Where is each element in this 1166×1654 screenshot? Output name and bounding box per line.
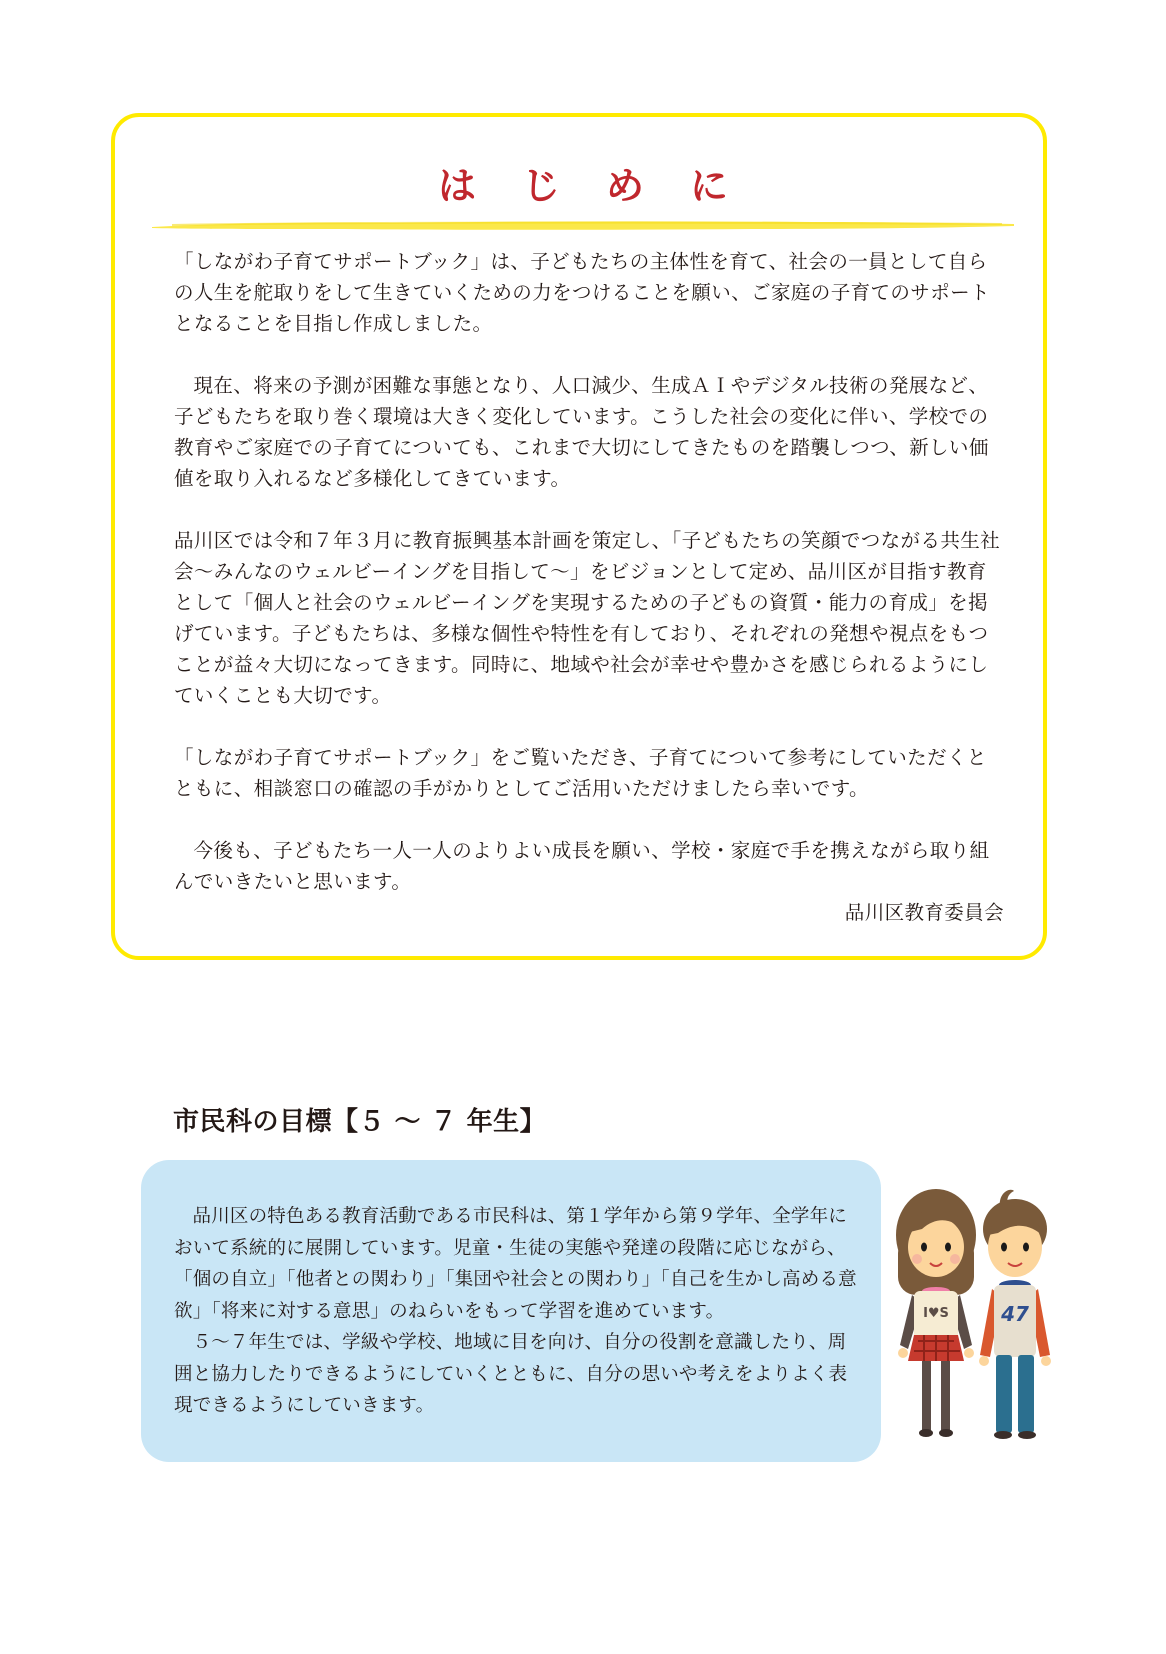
boy-figure-icon [979, 1190, 1051, 1439]
intro-paragraph-2: 現在、将来の予測が困難な事態となり、人口減少、生成ＡＩやデジタル技術の発展など、子どもたちを取り巻く環境は大きく変化しています。こうした社会の変化に伴い、学校での教育やご家庭での子育てについても、これまで大切にしてきたものを踏襲しつつ、新しい価値を取り入れるなど多様化してきています。 [174, 374, 989, 490]
intro-paragraph-5: 今後も、子どもたち一人一人のよりよい成長を願い、学校・家庭で手を携えながら取り組んでいきたいと思います。 [174, 839, 990, 893]
students-illustration [888, 1185, 1063, 1445]
svg-text:I♥S: I♥S [923, 1306, 949, 1321]
intro-paragraph-3: 品川区では令和７年３月に教育振興基本計画を策定し、「子どもたちの笑顔でつながる共生社会～みんなのウェルビーイングを目指して～」をビジョンとして定め、品川区が目指す教育として「個人と社会のウェルビーイングを実現するための子どもの資質・能力の育成」を掲げています。子どもたちは、多様な個性や特性を有しており、それぞれの発想や視点をもつことが益々大切になってきます。同時に、地域や社会が幸せや豊かさを感じられるようにしていくことも大切です。 [174, 529, 1001, 707]
intro-paragraph-1: 「しながわ子育てサポートブック」は、子どもたちの主体性を育て、社会の一員として自らの人生を舵取りをして生きていくための力をつけることを願い、ご家庭の子育てのサポートとなることを目指し作成しました。 [174, 250, 990, 335]
civics-paragraph-1: 品川区の特色ある教育活動である市民科は、第１学年から第９学年、全学年において系統的に展開しています。児童・生徒の実態や発達の段階に応じながら、「個の自立」「他者との関わり」「集団や社会との関わり」「自己を生かし高める意欲」「将来に対する意思」のねらいをもって学習を進めています。 [174, 1206, 857, 1322]
intro-signature: 品川区教育委員会 [844, 901, 1004, 924]
intro-body [174, 246, 1004, 928]
intro-title: はじめに [437, 164, 774, 208]
civics-goal-body [174, 1201, 864, 1422]
svg-text:47: 47 [1001, 1302, 1029, 1326]
girl-figure-icon [896, 1189, 976, 1437]
civics-paragraph-2: ５～７年生では、学級や学校、地域に目を向け、自分の役割を意識したり、周囲と協力したりできるようにしていくとともに、自分の思いや考えをよりよく表現できるようにしていきます。 [174, 1332, 848, 1416]
intro-paragraph-4: 「しながわ子育てサポートブック」をご覧いただき、子育てについて参考にしていただくとともに、相談窓口の確認の手がかりとしてご活用いただけましたら幸いです。 [174, 746, 987, 800]
civics-heading: 市民科の目標【５ ～ ７ 年生】 [173, 1107, 547, 1137]
brush-underline-decoration [152, 219, 1014, 231]
